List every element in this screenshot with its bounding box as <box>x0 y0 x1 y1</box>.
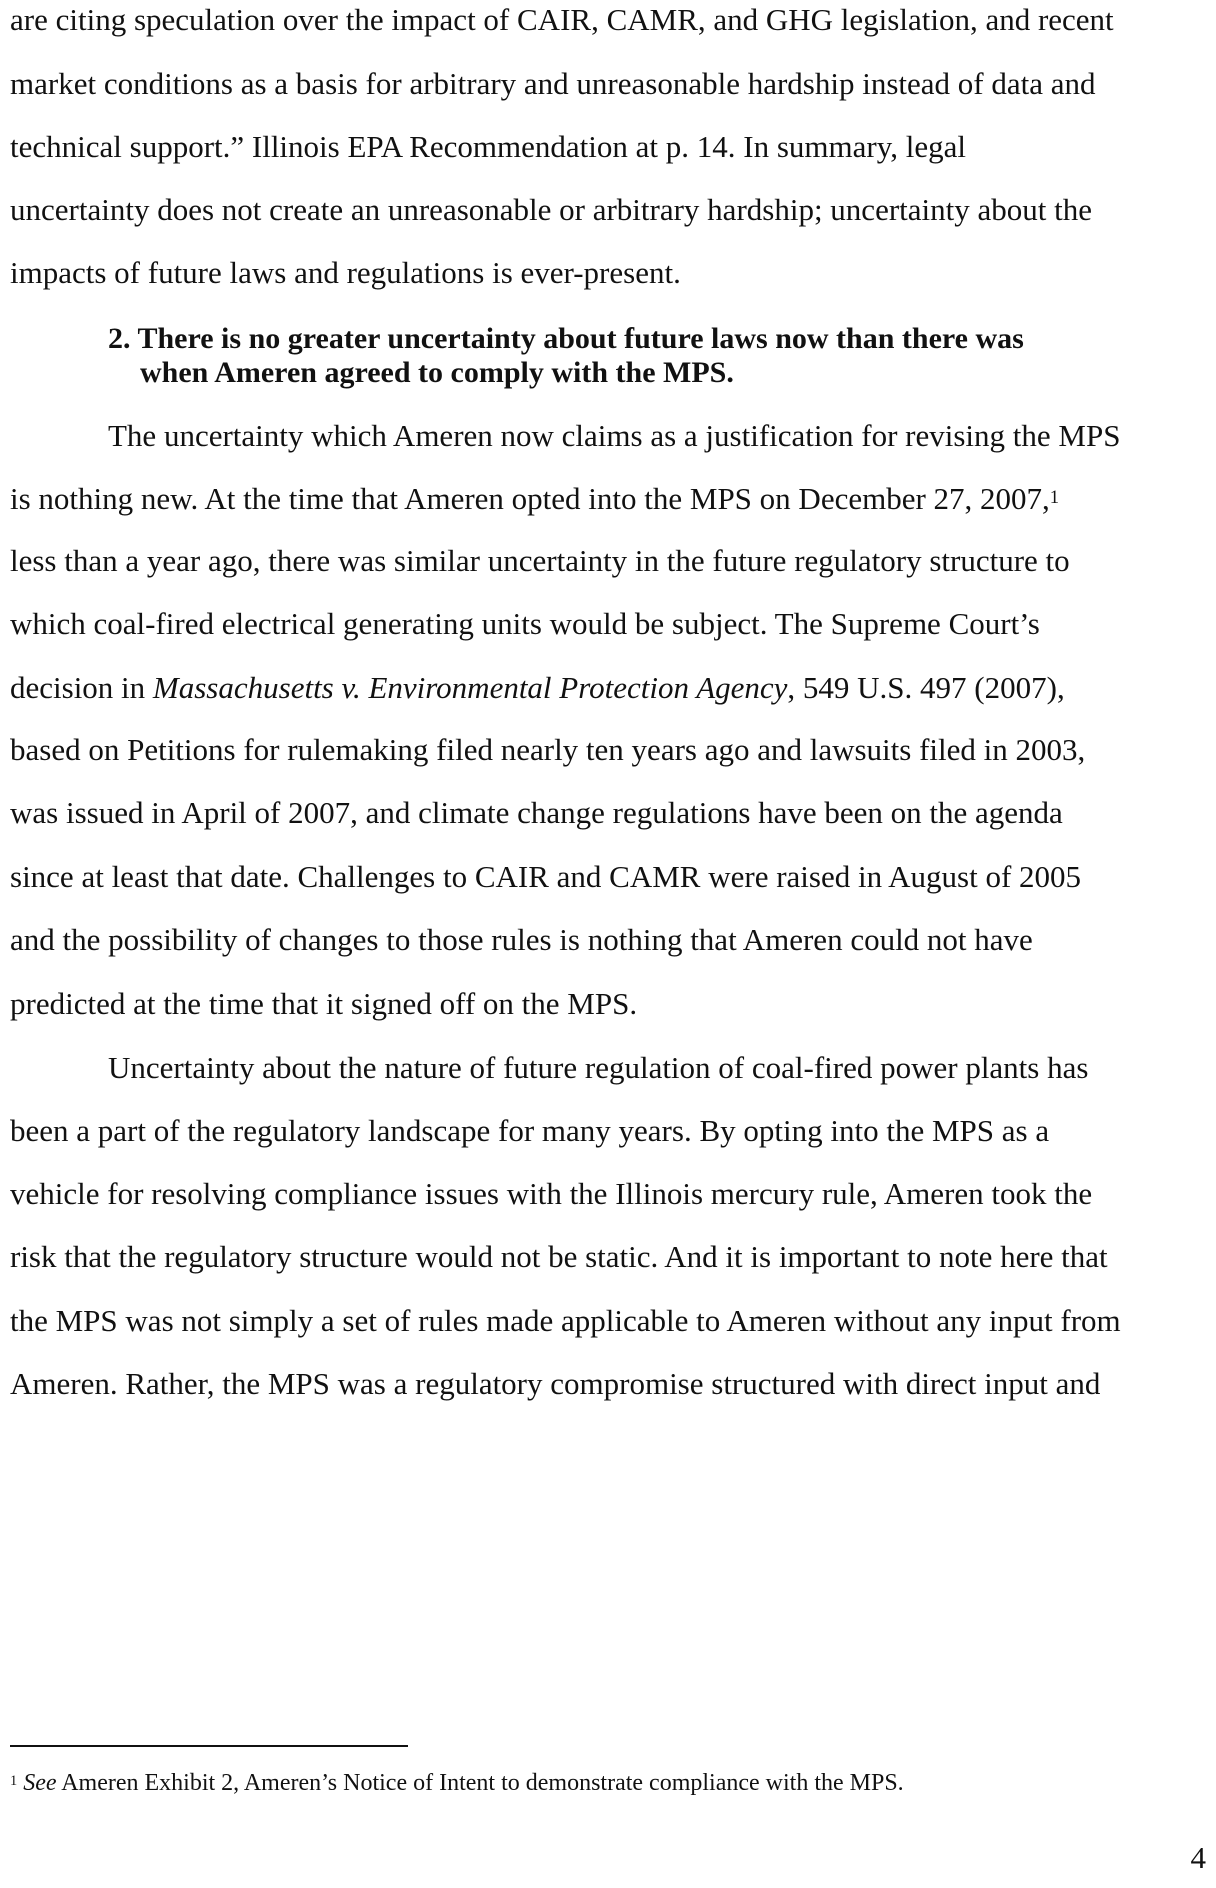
body-line: and the possibility of changes to those rules is nothing that Ameren could not have <box>10 922 1033 957</box>
body-line: risk that the regulatory structure would not be static. And it is important to note here that <box>10 1239 1108 1274</box>
footnote-text: Ameren Exhibit 2, Ameren’s Notice of Intent to demonstrate compliance with the MPS. <box>56 1770 904 1796</box>
body-line: Ameren. Rather, the MPS was a regulatory compromise structured with direct input and <box>10 1366 1101 1401</box>
case-citation: Massachusetts v. Environmental Protection Agency <box>152 670 788 705</box>
section-heading-line-1: 2. There is no greater uncertainty about future laws now than there was <box>108 322 1024 355</box>
body-line: less than a year ago, there was similar uncertainty in the future regulatory structure to <box>10 543 1070 578</box>
body-line: vehicle for resolving compliance issues with the Illinois mercury rule, Ameren took the <box>10 1176 1093 1211</box>
body-line: Uncertainty about the nature of future regulation of coal-fired power plants has <box>108 1050 1089 1085</box>
body-line: market conditions as a basis for arbitrary and unreasonable hardship instead of data and <box>10 66 1096 101</box>
footnote-divider <box>10 1745 408 1747</box>
body-line: which coal-fired electrical generating units would be subject. The Supreme Court’s <box>10 606 1040 641</box>
body-line: predicted at the time that it signed off on the MPS. <box>10 986 638 1021</box>
section-heading-line-2: when Ameren agreed to comply with the MPS. <box>140 356 734 389</box>
footnote-see: See <box>23 1770 57 1796</box>
body-line <box>10 481 1059 517</box>
body-line <box>10 670 1065 706</box>
body-line: since at least that date. Challenges to CAIR and CAMR were raised in August of 2005 <box>10 859 1082 894</box>
body-line: the MPS was not simply a set of rules made applicable to Ameren without any input from <box>10 1303 1121 1338</box>
page-number: 4 <box>1190 1840 1206 1875</box>
body-line: are citing speculation over the impact of CAIR, CAMR, and GHG legislation, and recent <box>10 2 1114 37</box>
body-line: uncertainty does not create an unreasonable or arbitrary hardship; uncertainty about the <box>10 192 1092 227</box>
footnote-marker: 1 <box>10 1772 18 1789</box>
body-line: been a part of the regulatory landscape for many years. By opting into the MPS as a <box>10 1113 1050 1148</box>
body-line-text: , 549 U.S. 497 (2007), <box>787 670 1065 705</box>
body-line-text: is nothing new. At the time that Ameren opted into the MPS on December 27, 2007, <box>10 481 1050 516</box>
body-line: The uncertainty which Ameren now claims as a justification for revising the MPS <box>108 418 1121 453</box>
body-line: impacts of future laws and regulations is ever-present. <box>10 255 681 290</box>
footnote <box>10 1768 904 1798</box>
body-line: based on Petitions for rulemaking filed nearly ten years ago and lawsuits filed in 2003, <box>10 732 1086 767</box>
footnote-reference: 1 <box>1049 486 1060 508</box>
body-line: technical support.” Illinois EPA Recommendation at p. 14. In summary, legal <box>10 129 966 164</box>
body-line: was issued in April of 2007, and climate change regulations have been on the agenda <box>10 795 1063 830</box>
body-line-text: decision in <box>10 670 153 705</box>
